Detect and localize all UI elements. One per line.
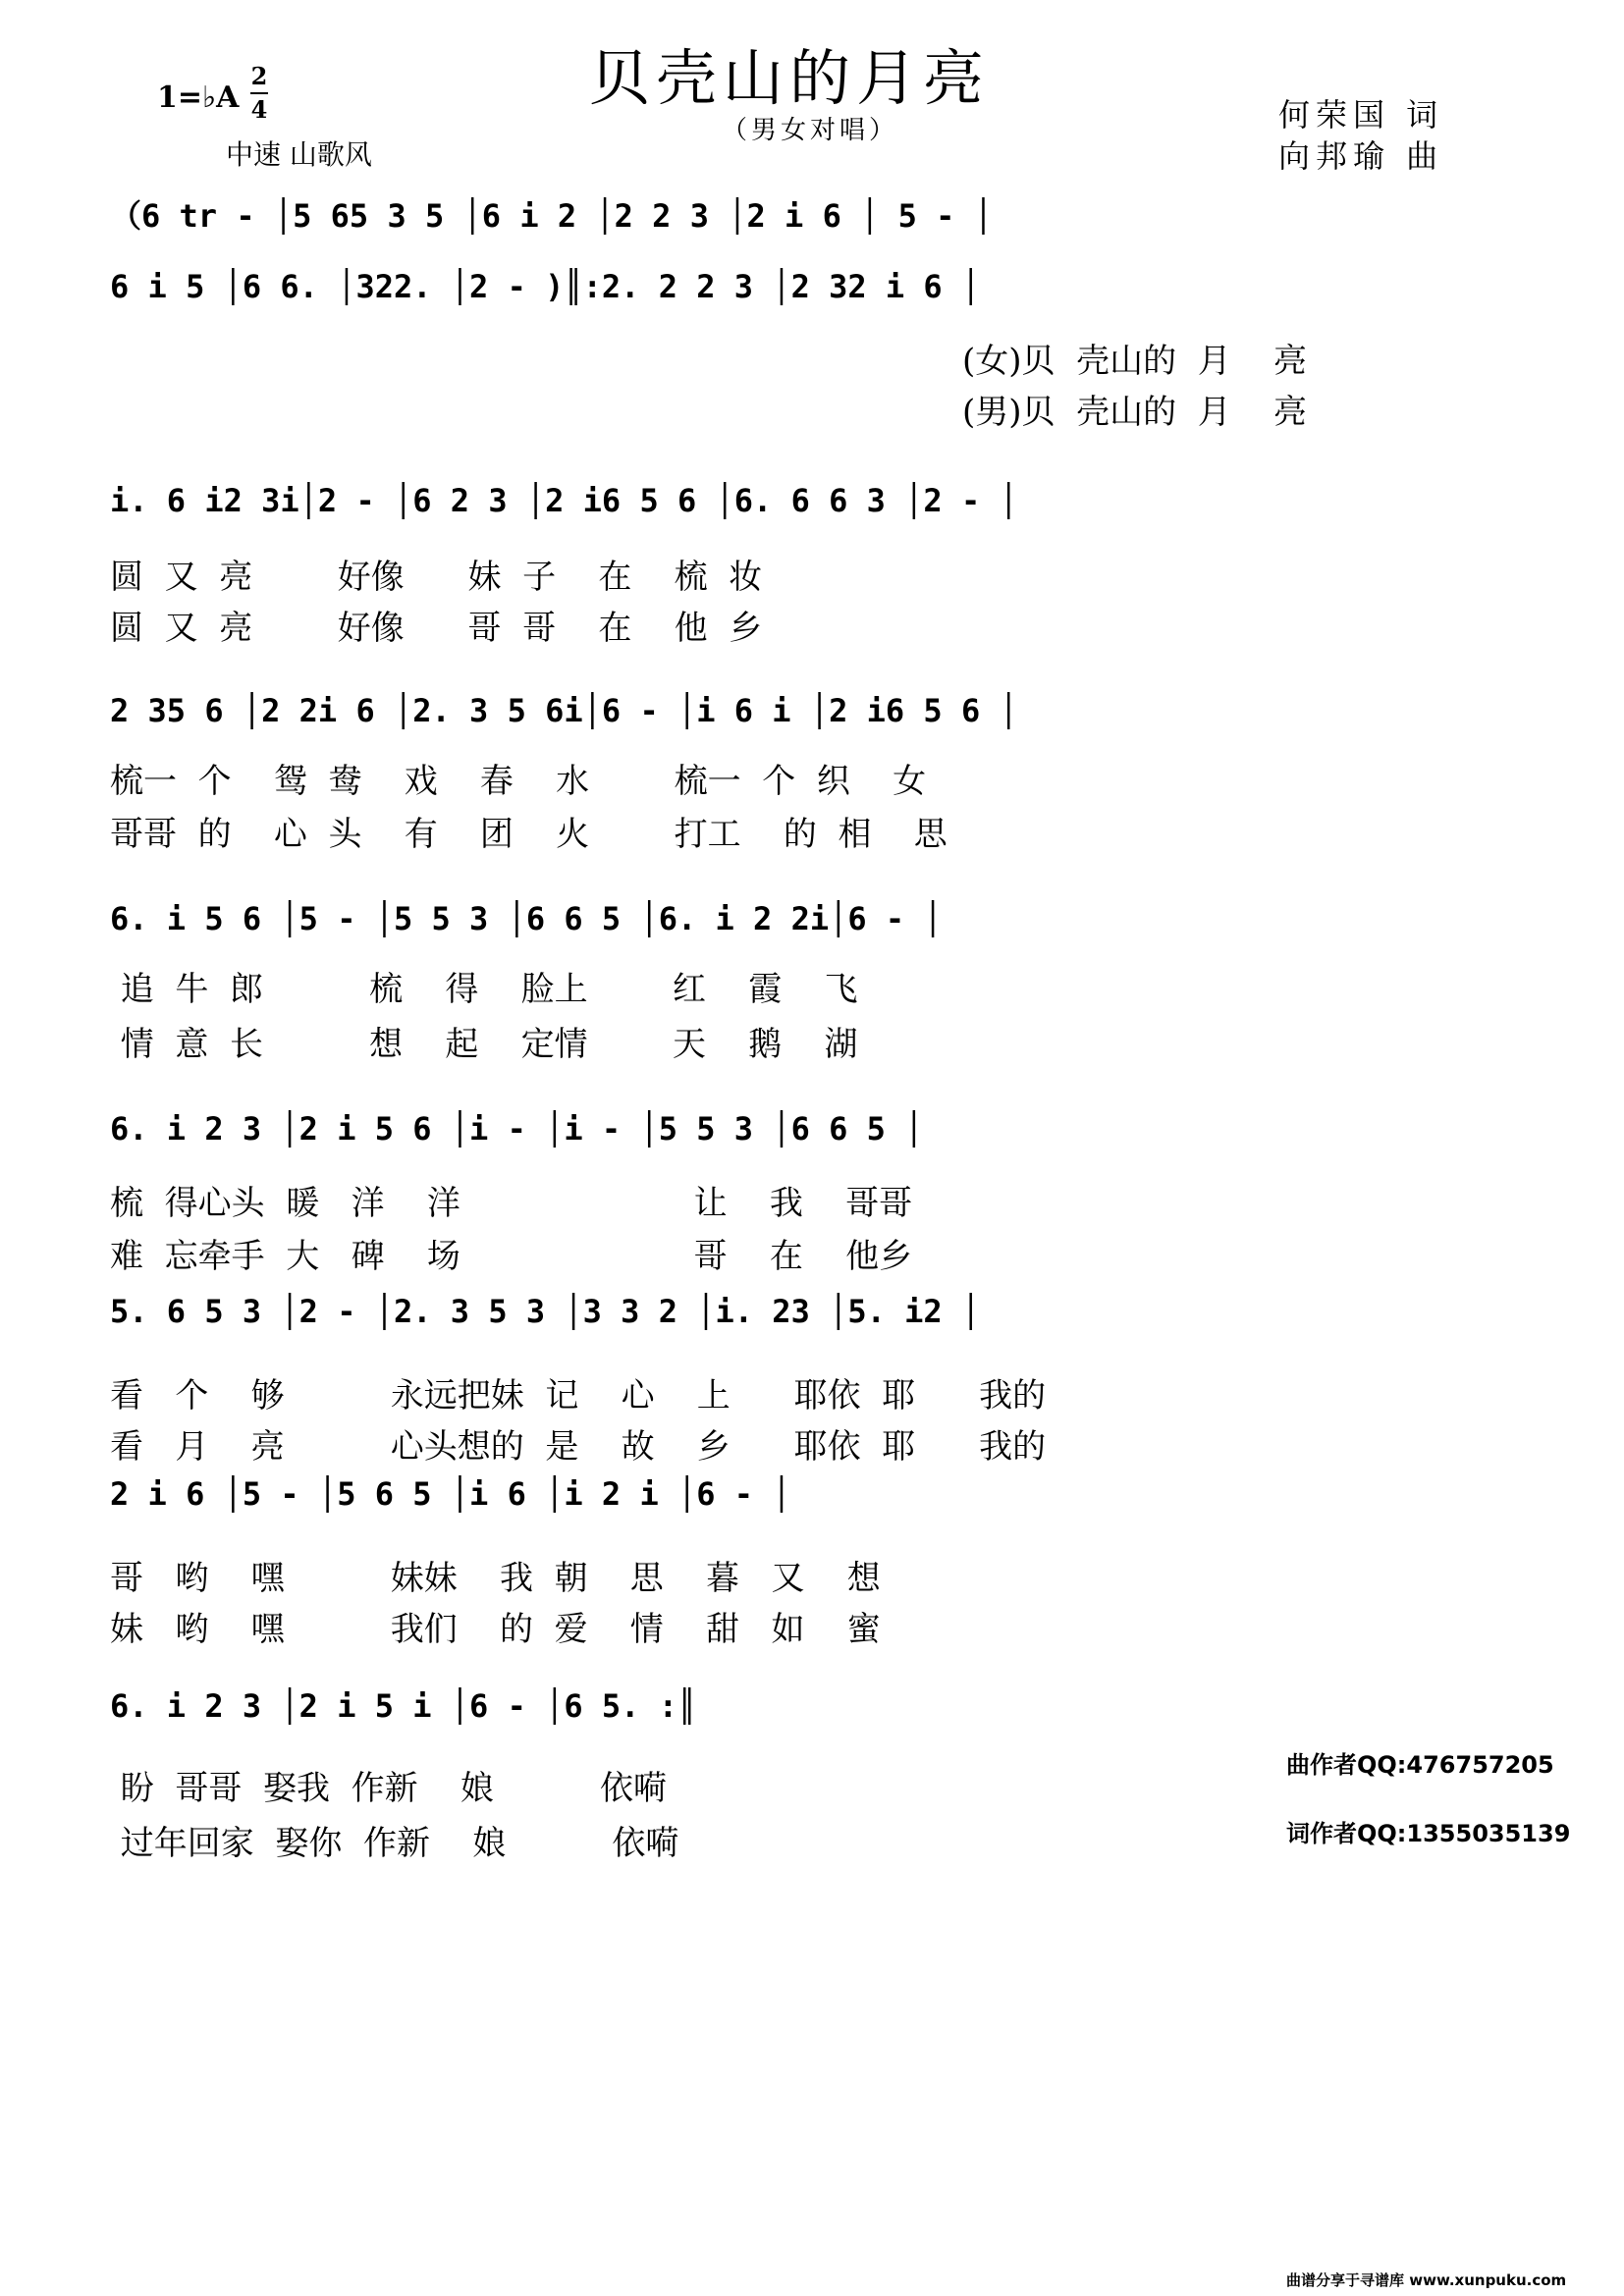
notation-line: 6. i 2 3 │2 i 5 i │6 - │6 5. :║: [110, 1687, 697, 1725]
score-line: [0, 889, 1624, 948]
lyricist-qq: 词作者QQ:1355035139: [1286, 1820, 1571, 1847]
time-signature: [250, 61, 268, 126]
notation-line: 5. 6 5 3 │2 - │2. 3 5 3 │3 3 2 │i. 23 │5. i2 │: [110, 1293, 981, 1330]
lyric-line-female: 梳一 个 鸳 鸯 戏 春 水 梳一 个 织 女: [110, 762, 927, 801]
lyric-line-female: (女)贝 壳山的 月 亮: [962, 342, 1307, 381]
lyric-line-male: 难 忘牵手 大 碑 场 哥 在 他乡: [110, 1237, 913, 1276]
time-signature-top: 2: [250, 62, 268, 90]
score-line: [0, 1677, 1624, 1735]
lyricist-credit: 何荣国 词: [1278, 96, 1444, 133]
page-title: 贝壳山的月亮: [589, 42, 991, 114]
lyric-line-male: 哥哥 的 心 头 有 团 火 打工 的 相 思: [110, 815, 947, 854]
score-line: [0, 257, 1624, 316]
lyric-line-female: 圆 又 亮 好像 妹 子 在 梳 妆: [110, 558, 763, 597]
score-line: [0, 1465, 1624, 1523]
notation-line: 6. i 2 3 │2 i 5 6 │i - │i - │5 5 3 │6 6 5 │: [110, 1110, 924, 1148]
score-line: [0, 681, 1624, 740]
lyric-line-male: 过年回家 娶你 作新 娘 依嗬: [110, 1824, 679, 1863]
tempo-marking: 中速 山歌风: [226, 138, 372, 171]
score-line: [0, 1099, 1624, 1158]
score-line: [0, 1282, 1624, 1341]
lyric-line-male: 圆 又 亮 好像 哥 哥 在 他 乡: [110, 609, 763, 648]
lyric-line-male: 情 意 长 想 起 定情 天 鹅 湖: [110, 1025, 858, 1064]
lyric-line-female: 梳 得心头 暖 洋 洋 让 我 哥哥: [110, 1184, 913, 1223]
composer-qq: 曲作者QQ:476757205: [1286, 1751, 1554, 1779]
time-signature-bottom: 4: [250, 95, 268, 124]
footer-source: 曲谱分享于寻谱库 www.xunpuku.com: [1286, 2271, 1567, 2289]
composer-credit: 向邦瑜 曲: [1278, 137, 1444, 175]
key-signature: 1=♭A: [157, 80, 240, 115]
notation-line: （6 tr - │5 65 3 5 │6 i 2 │2 2 3 │2 i 6 │ 5 - │: [110, 197, 993, 235]
lyric-line-male: 看 月 亮 心头想的 是 故 乡 耶依 耶 我的: [110, 1427, 1047, 1467]
score-line: [0, 187, 1624, 245]
score-line: [0, 471, 1624, 530]
lyric-line-female: 追 牛 郎 梳 得 脸上 红 霞 飞: [110, 970, 858, 1009]
notation-line: 6 i 5 │6 6. │322. │2 - )║:2. 2 2 3 │2 32 i 6 │: [110, 268, 981, 305]
notation-line: i. 6 i2 3i│2 - │6 2 3 │2 i6 5 6 │6. 6 6 3 │2 - │: [110, 482, 1018, 519]
notation-line: 2 i 6 │5 - │5 6 5 │i 6 │i 2 i │6 - │: [110, 1475, 791, 1513]
notation-line: 2 35 6 │2 2i 6 │2. 3 5 6i│6 - │i 6 i │2 i6 5 6 │: [110, 692, 1018, 729]
page-subtitle: （男女对唱）: [722, 116, 899, 145]
lyric-line-female: 盼 哥哥 娶我 作新 娘 依嗬: [110, 1769, 667, 1808]
lyric-line-female: 哥 哟 嘿 妹妹 我 朝 思 暮 又 想: [110, 1559, 881, 1598]
lyric-line-male: 妹 哟 嘿 我们 的 爱 情 甜 如 蜜: [110, 1610, 881, 1649]
notation-line: 6. i 5 6 │5 - │5 5 3 │6 6 5 │6. i 2 2i│6 - │: [110, 900, 943, 937]
lyric-line-male: (男)贝 壳山的 月 亮: [962, 393, 1307, 432]
lyric-line-female: 看 个 够 永远把妹 记 心 上 耶依 耶 我的: [110, 1376, 1047, 1415]
